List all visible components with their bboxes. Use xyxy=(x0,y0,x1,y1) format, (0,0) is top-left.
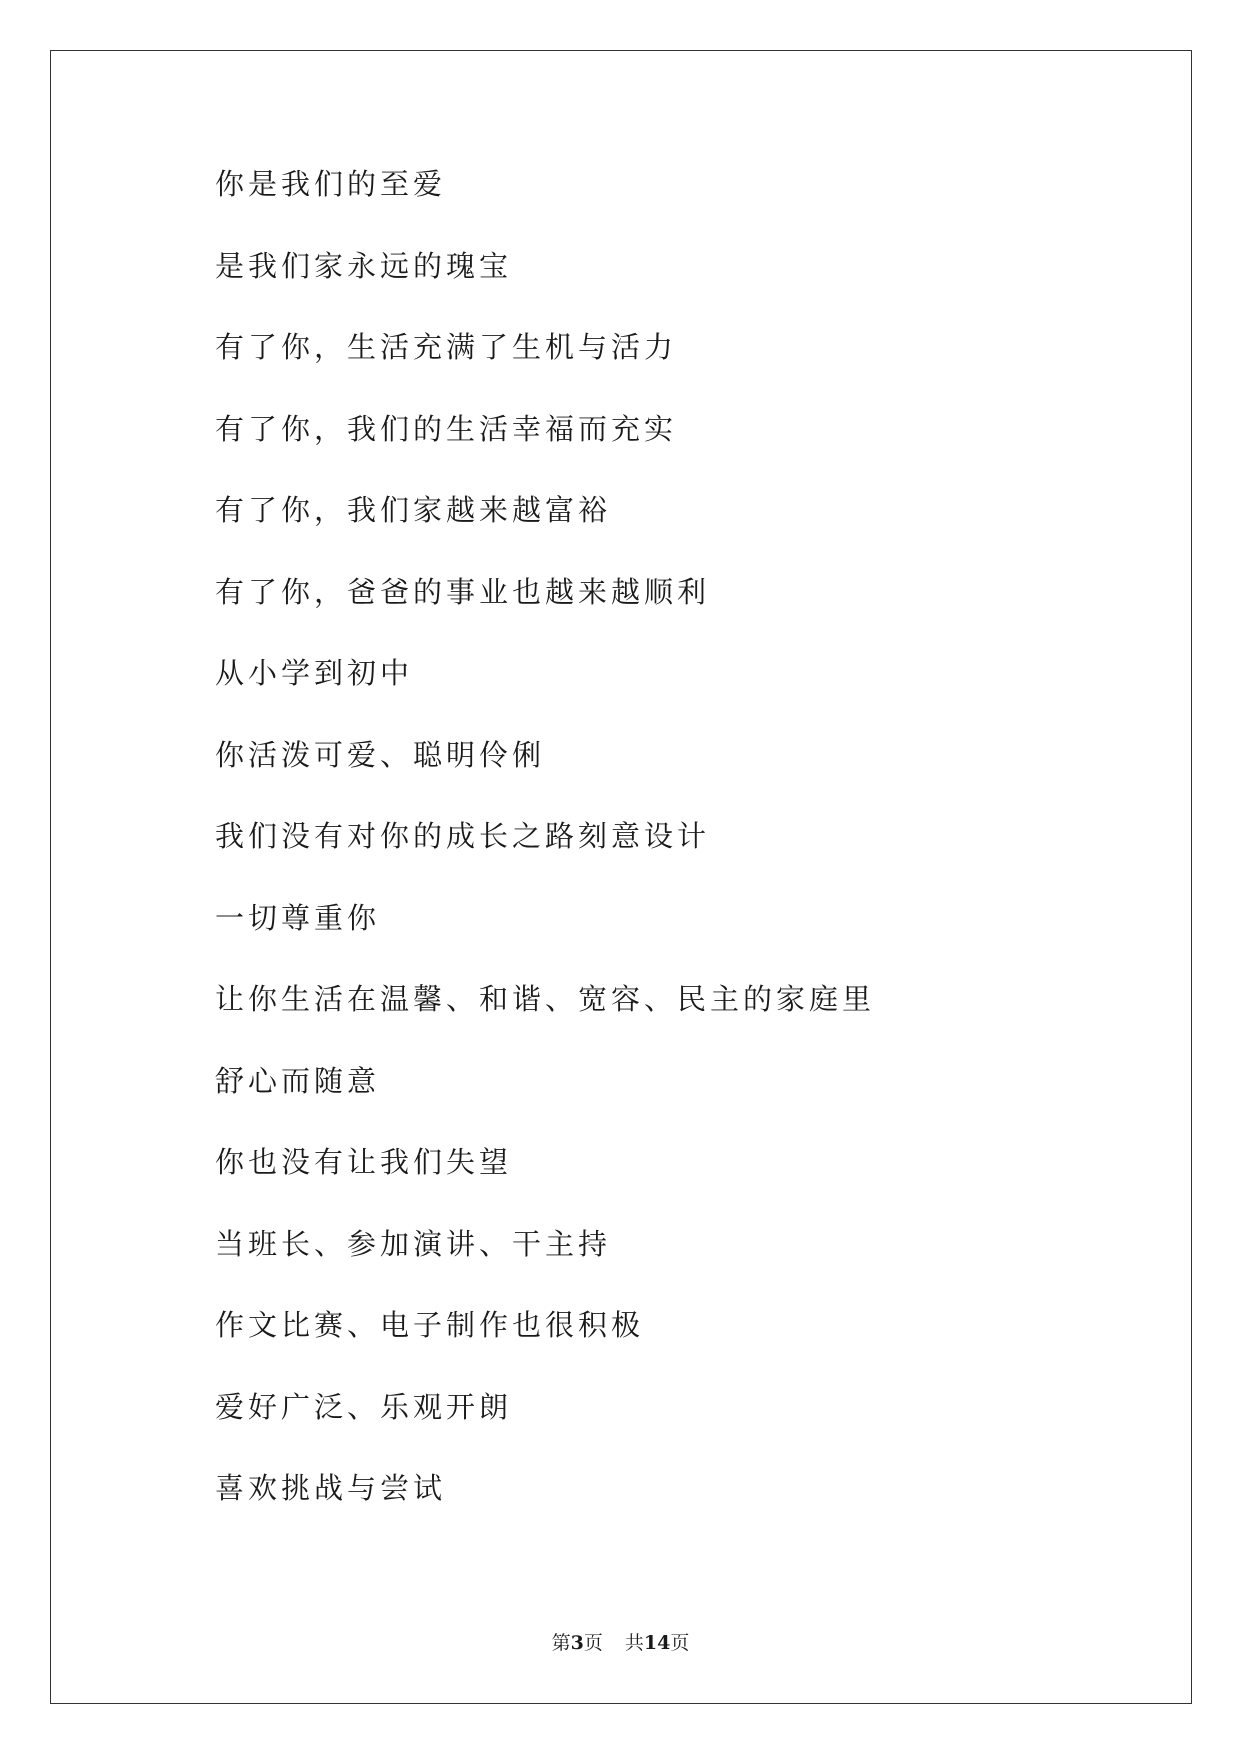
total-suffix: 页 xyxy=(670,1632,690,1654)
total-prefix: 共 xyxy=(624,1632,644,1654)
poem-line: 当班长、参加演讲、干主持 xyxy=(215,1226,612,1261)
page-suffix: 页 xyxy=(583,1632,603,1654)
poem-line: 有了你，生活充满了生机与活力 xyxy=(215,330,678,364)
poem-line: 有了你，我们的生活幸福而充实 xyxy=(215,411,678,446)
poem-line: 你也没有让我们失望 xyxy=(215,1145,513,1179)
poem-line: 爱好广泛、乐观开朗 xyxy=(215,1389,513,1424)
poem-line: 从小学到初中 xyxy=(215,656,414,690)
poem-line: 你是我们的至爱 xyxy=(215,167,447,201)
current-page-number: 3 xyxy=(570,1632,584,1654)
poem-line: 有了你，我们家越来越富裕 xyxy=(215,493,612,527)
poem-line: 一切尊重你 xyxy=(215,900,381,935)
poem-line: 作文比赛、电子制作也很积极 xyxy=(215,1308,645,1342)
poem-body xyxy=(215,165,875,1551)
poem-line: 我们没有对你的成长之路刻意设计 xyxy=(215,819,711,853)
poem-line: 让你生活在温馨、和谐、宽容、民主的家庭里 xyxy=(215,982,876,1016)
poem-line: 舒心而随意 xyxy=(215,1063,381,1098)
poem-line: 是我们家永远的瑰宝 xyxy=(215,248,513,283)
poem-line: 你活泼可爱、聪明伶俐 xyxy=(215,737,546,772)
poem-line: 有了你，爸爸的事业也越来越顺利 xyxy=(215,574,711,609)
page-number-footer xyxy=(0,1628,1241,1655)
poem-line: 喜欢挑战与尝试 xyxy=(215,1471,447,1505)
page-prefix: 第 xyxy=(551,1632,571,1654)
total-page-count: 14 xyxy=(643,1632,671,1654)
